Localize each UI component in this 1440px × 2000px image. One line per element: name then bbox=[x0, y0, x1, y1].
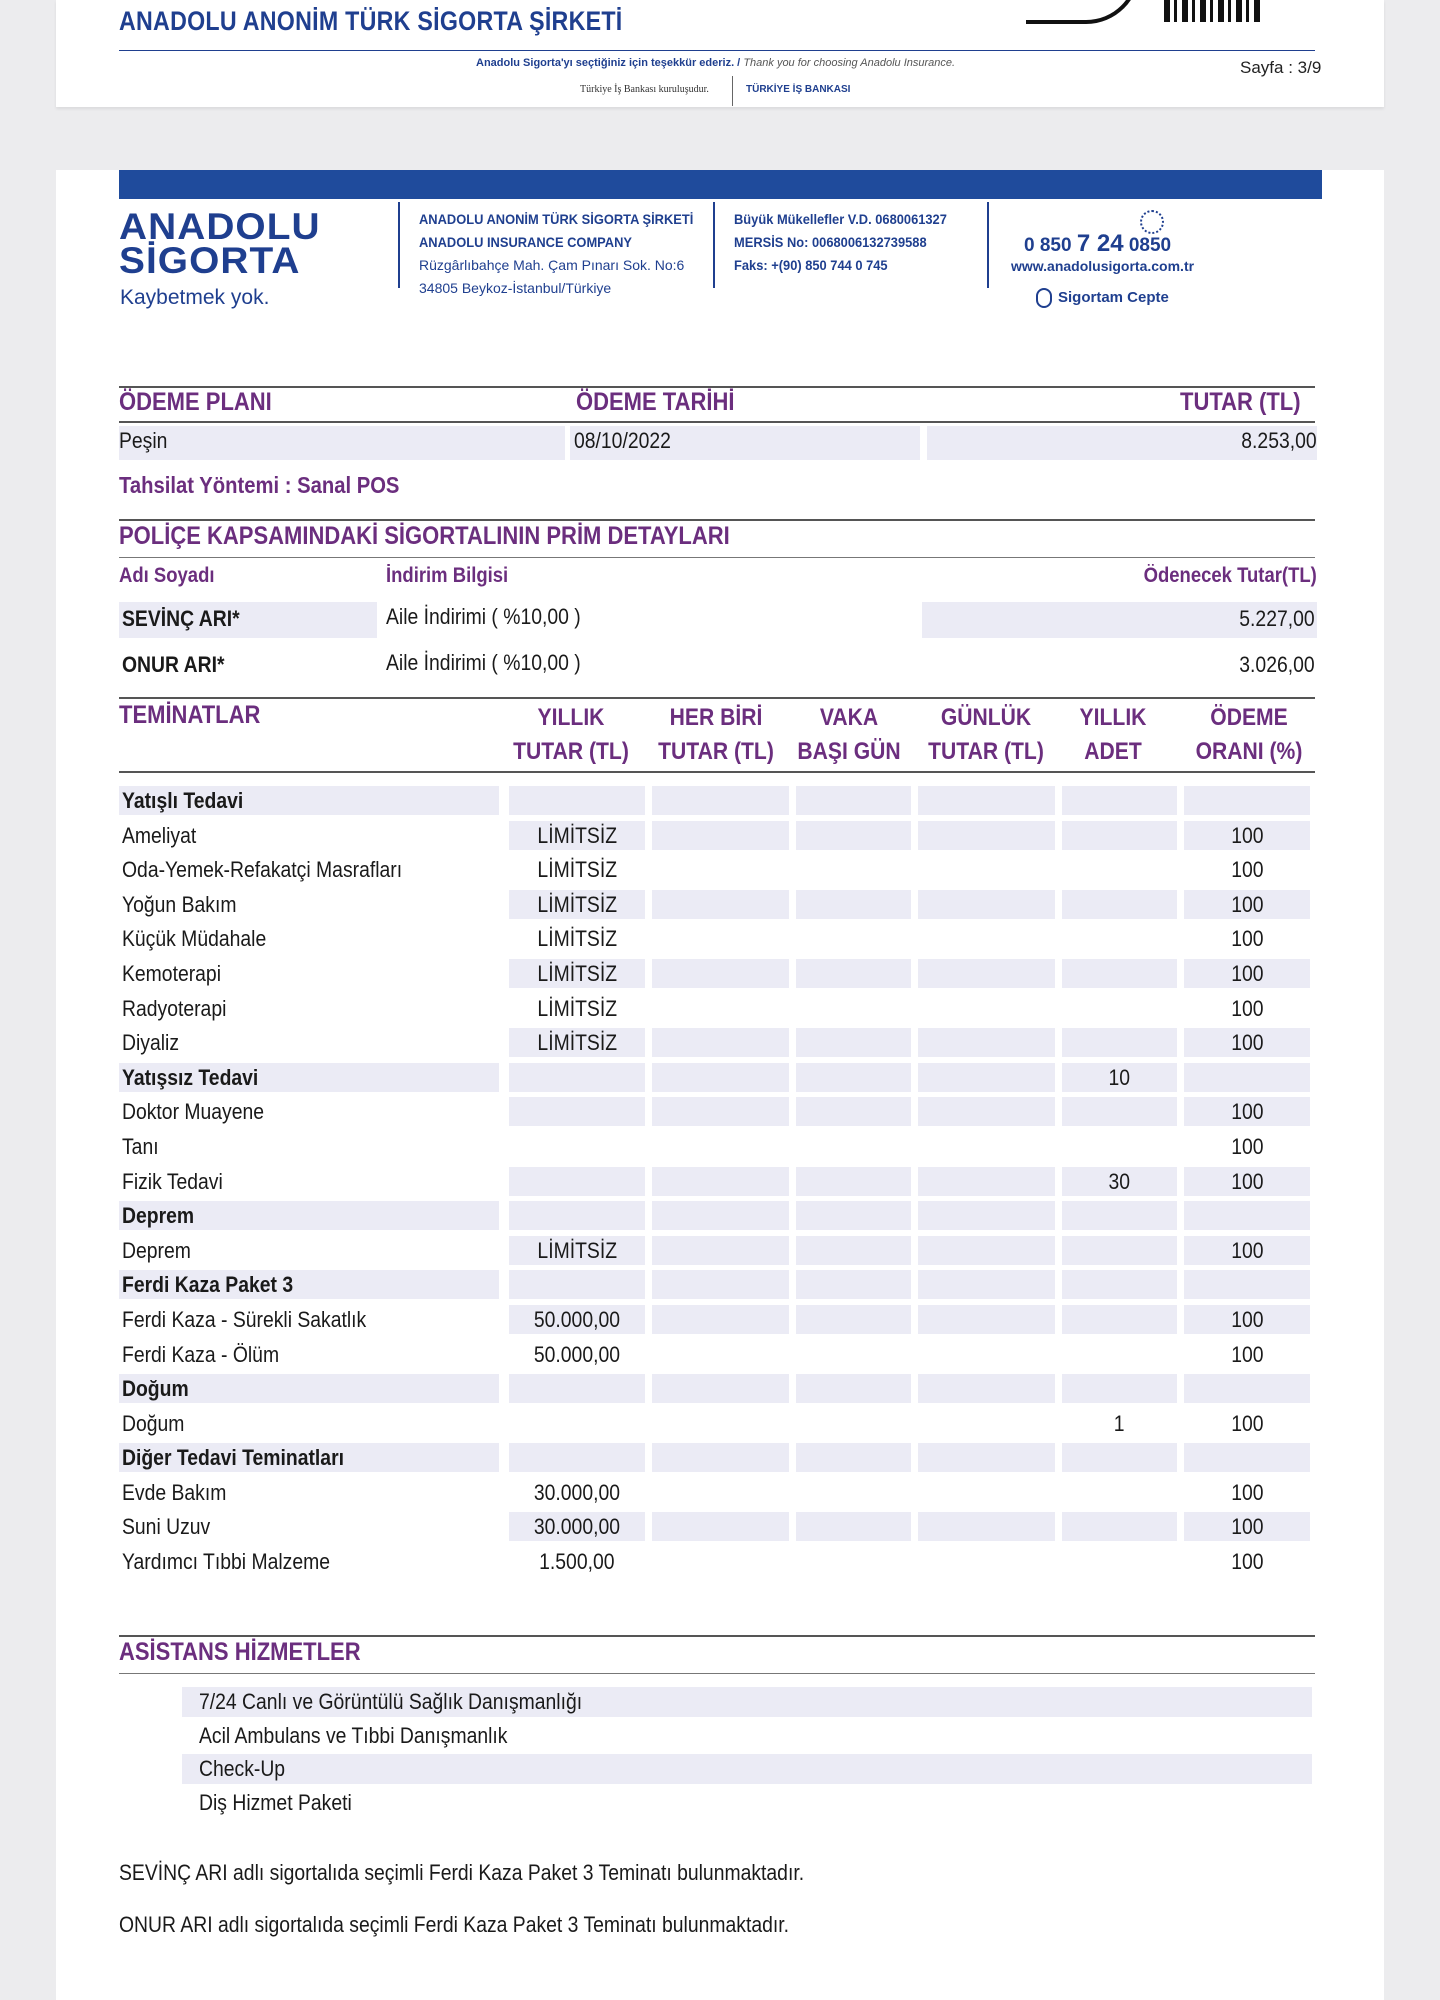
each-amount bbox=[652, 1063, 789, 1092]
daily-amount bbox=[918, 1340, 1055, 1369]
days-per-case bbox=[796, 1028, 911, 1057]
policy-page bbox=[56, 170, 1384, 2000]
divider bbox=[119, 1673, 1315, 1674]
coverage-row bbox=[119, 1475, 1319, 1510]
phone-number[interactable]: 0 850 7 24 0850 bbox=[1024, 230, 1172, 257]
coverage-name: Doğum bbox=[122, 1410, 185, 1436]
annual-count bbox=[1062, 1270, 1177, 1299]
annual-count bbox=[1062, 1512, 1177, 1541]
coverage-row bbox=[119, 1233, 1319, 1268]
payment-rate: 100 bbox=[1184, 1167, 1310, 1196]
payment-date-header: ÖDEME TARİHİ bbox=[576, 388, 735, 416]
each-amount-header: HER BİRİ TUTAR (TL) bbox=[658, 704, 774, 765]
coverage-name: Fizik Tedavi bbox=[122, 1168, 223, 1194]
annual-amount: LİMİTSİZ bbox=[509, 1028, 645, 1057]
payable-column-header: Ödenecek Tutar(TL) bbox=[1143, 564, 1317, 587]
bank-logo: TÜRKİYE İŞ BANKASI bbox=[746, 84, 851, 95]
coverage-name: Ferdi Kaza - Ölüm bbox=[122, 1341, 280, 1367]
annual-count bbox=[1062, 1028, 1177, 1057]
payment-rate: 100 bbox=[1184, 1305, 1310, 1334]
coverage-name: Deprem bbox=[122, 1237, 191, 1263]
annual-amount: LİMİTSİZ bbox=[537, 926, 617, 952]
assistance-services-title: ASİSTANS HİZMETLER bbox=[119, 1638, 361, 1666]
annual-count bbox=[1062, 890, 1177, 919]
daily-amount bbox=[918, 1167, 1055, 1196]
coverage-row bbox=[119, 1129, 1319, 1164]
payment-rate: 100 bbox=[1184, 1236, 1310, 1265]
daily-amount bbox=[918, 1409, 1055, 1438]
days-per-case bbox=[796, 1443, 911, 1472]
daily-amount bbox=[918, 1512, 1055, 1541]
annual-amount: LİMİTSİZ bbox=[509, 821, 645, 850]
coverage-name: Ferdi Kaza Paket 3 bbox=[119, 1270, 499, 1299]
days-per-case bbox=[796, 1512, 911, 1541]
row-shade bbox=[182, 1754, 1312, 1784]
assistance-item-label: 7/24 Canlı ve Görüntülü Sağlık Danışmanlığı bbox=[199, 1689, 583, 1714]
each-amount bbox=[652, 1167, 789, 1196]
premium-details-title: POLİÇE KAPSAMINDAKİ SİGORTALININ PRİM DETAYLARI bbox=[119, 522, 730, 550]
daily-amount bbox=[918, 786, 1055, 815]
each-amount bbox=[652, 890, 789, 919]
payable-amount: 5.227,00 bbox=[1239, 606, 1315, 631]
each-amount bbox=[652, 1236, 789, 1265]
annual-amount: 1.500,00 bbox=[539, 1549, 615, 1575]
qr-code-icon bbox=[1164, 0, 1260, 22]
name-column-header: Adı Soyadı bbox=[119, 564, 215, 587]
divider bbox=[119, 557, 1315, 558]
annual-count bbox=[1062, 1097, 1177, 1126]
daily-amount bbox=[918, 1097, 1055, 1126]
daily-amount-header: GÜNLÜK TUTAR (TL) bbox=[928, 704, 1044, 765]
daily-amount bbox=[918, 855, 1055, 884]
coverage-name: Doktor Muayene bbox=[122, 1099, 265, 1125]
annual-count bbox=[1062, 1201, 1177, 1230]
payment-date-value: 08/10/2022 bbox=[574, 428, 671, 453]
payment-rate bbox=[1184, 786, 1310, 815]
each-amount bbox=[652, 1478, 789, 1507]
daily-amount bbox=[918, 1132, 1055, 1161]
assistance-item bbox=[119, 1685, 1319, 1719]
annual-count: 30 bbox=[1062, 1167, 1177, 1196]
annual-count bbox=[1062, 1443, 1177, 1472]
annual-count bbox=[1062, 1305, 1177, 1334]
coverage-name: Kemoterapi bbox=[122, 960, 222, 986]
daily-amount bbox=[918, 1028, 1055, 1057]
payment-rate: 100 bbox=[1230, 926, 1264, 952]
annual-count bbox=[1062, 786, 1177, 815]
coverage-name: Oda-Yemek-Refakatçi Masrafları bbox=[122, 857, 403, 883]
days-per-case bbox=[796, 786, 911, 815]
coverage-name: Radyoterapi bbox=[122, 995, 227, 1021]
divider bbox=[119, 771, 1315, 773]
row-shade bbox=[119, 426, 565, 460]
thanks-text: Anadolu Sigorta'yı seçtiğiniz için teşekkür ederiz. / Thank you for choosing Anadolu Insurance. bbox=[476, 57, 956, 69]
annual-amount bbox=[509, 1167, 645, 1196]
annual-amount bbox=[509, 1063, 645, 1092]
days-per-case bbox=[796, 994, 911, 1023]
assistance-item bbox=[119, 1786, 1319, 1820]
discount-info: Aile İndirimi ( %10,00 ) bbox=[386, 604, 581, 629]
daily-amount bbox=[918, 959, 1055, 988]
coverage-row bbox=[119, 1544, 1319, 1579]
coverage-name: Yatışsız Tedavi bbox=[119, 1063, 499, 1092]
annual-count bbox=[1062, 1132, 1177, 1161]
coverage-group-row bbox=[119, 783, 1319, 818]
each-amount bbox=[652, 1201, 789, 1230]
coverage-name: Doğum bbox=[119, 1374, 499, 1403]
annual-amount: LİMİTSİZ bbox=[537, 995, 617, 1021]
annual-amount bbox=[509, 1097, 645, 1126]
discount-column-header: İndirim Bilgisi bbox=[386, 564, 509, 587]
divider bbox=[987, 202, 989, 288]
divider bbox=[119, 519, 1315, 521]
annual-count bbox=[1062, 959, 1177, 988]
days-per-case bbox=[796, 1409, 911, 1438]
daily-amount bbox=[918, 1063, 1055, 1092]
days-per-case bbox=[796, 1305, 911, 1334]
coverage-group-row bbox=[119, 1198, 1319, 1233]
coverage-row bbox=[119, 818, 1319, 853]
annual-count bbox=[1062, 994, 1177, 1023]
annual-amount: 30.000,00 bbox=[533, 1479, 621, 1505]
coverage-table bbox=[119, 783, 1319, 1579]
brand-slogan: Kaybetmek yok. bbox=[120, 286, 270, 309]
payment-amount-value: 8.253,00 bbox=[1241, 428, 1317, 453]
divider bbox=[119, 1635, 1315, 1637]
days-per-case bbox=[796, 1201, 911, 1230]
logo-curve-icon bbox=[1026, 0, 1140, 24]
divider bbox=[713, 202, 715, 288]
coverage-name: Diğer Tedavi Teminatları bbox=[119, 1443, 499, 1472]
payment-amount-header: TUTAR (TL) bbox=[1180, 388, 1301, 416]
annual-amount: LİMİTSİZ bbox=[509, 959, 645, 988]
each-amount bbox=[652, 1512, 789, 1541]
coverage-group-row bbox=[119, 1371, 1319, 1406]
coverage-name: Yardımcı Tıbbi Malzeme bbox=[122, 1549, 331, 1575]
payment-rate: 100 bbox=[1230, 1549, 1264, 1575]
coverage-row bbox=[119, 1509, 1319, 1544]
coverage-row bbox=[119, 1094, 1319, 1129]
each-amount bbox=[652, 1097, 789, 1126]
tax-info: Büyük Mükellefler V.D. 0680061327 MERSİS No: 0068006132739588 Faks: +(90) 850 744 0 745 bbox=[734, 211, 947, 273]
annual-count bbox=[1062, 1236, 1177, 1265]
each-amount bbox=[652, 821, 789, 850]
daily-amount bbox=[918, 1443, 1055, 1472]
assistance-item-label: Acil Ambulans ve Tıbbi Danışmanlık bbox=[199, 1722, 508, 1748]
payment-rate: 100 bbox=[1230, 1133, 1264, 1159]
payment-rate: 100 bbox=[1230, 1410, 1264, 1436]
insured-name: ONUR ARI* bbox=[122, 652, 225, 677]
assistance-item bbox=[119, 1719, 1319, 1753]
coverage-name: Evde Bakım bbox=[122, 1479, 227, 1505]
brand-logo-line2: SİGORTA bbox=[119, 240, 301, 281]
note-text: SEVİNÇ ARI adlı sigortalıda seçimli Ferdi Kaza Paket 3 Teminatı bulunmaktadır. bbox=[119, 1860, 805, 1885]
days-per-case bbox=[796, 1236, 911, 1265]
daily-amount bbox=[918, 1374, 1055, 1403]
daily-amount bbox=[918, 890, 1055, 919]
each-amount bbox=[652, 1547, 789, 1576]
days-per-case bbox=[796, 1097, 911, 1126]
annual-amount bbox=[509, 1270, 645, 1299]
each-amount bbox=[652, 1132, 789, 1161]
annual-count bbox=[1062, 855, 1177, 884]
daily-amount bbox=[918, 1201, 1055, 1230]
annual-amount: 50.000,00 bbox=[533, 1341, 621, 1367]
days-per-case bbox=[796, 855, 911, 884]
annual-amount bbox=[509, 1409, 645, 1438]
payment-rate: 100 bbox=[1184, 890, 1310, 919]
annual-amount bbox=[509, 786, 645, 815]
annual-count bbox=[1062, 924, 1177, 953]
each-amount bbox=[652, 924, 789, 953]
coverage-row bbox=[119, 1302, 1319, 1337]
divider bbox=[732, 76, 733, 106]
each-amount bbox=[652, 1270, 789, 1299]
days-per-case-header: VAKA BAŞI GÜN bbox=[797, 704, 901, 765]
days-per-case bbox=[796, 1340, 911, 1369]
days-per-case bbox=[796, 1063, 911, 1092]
collection-method: Tahsilat Yöntemi : Sanal POS bbox=[119, 472, 400, 498]
days-per-case bbox=[796, 890, 911, 919]
each-amount bbox=[652, 1409, 789, 1438]
each-amount bbox=[652, 1028, 789, 1057]
coverage-group-row bbox=[119, 1440, 1319, 1475]
assistance-list bbox=[119, 1685, 1319, 1819]
annual-amount-header: YILLIK TUTAR (TL) bbox=[513, 704, 629, 765]
website-link[interactable]: www.anadolusigorta.com.tr bbox=[1011, 258, 1195, 274]
discount-info: Aile İndirimi ( %10,00 ) bbox=[386, 650, 581, 675]
insured-name: SEVİNÇ ARI* bbox=[122, 606, 240, 631]
payment-rate: 100 bbox=[1230, 1479, 1264, 1505]
coverage-row bbox=[119, 852, 1319, 887]
daily-amount bbox=[918, 1547, 1055, 1576]
each-amount bbox=[652, 959, 789, 988]
annual-amount: LİMİTSİZ bbox=[537, 857, 617, 883]
divider bbox=[119, 50, 1315, 51]
divider bbox=[398, 202, 400, 288]
mobile-phone-icon bbox=[1036, 288, 1052, 308]
coverage-group-row bbox=[119, 1267, 1319, 1302]
header-bar bbox=[119, 170, 1322, 199]
coverage-name: Ferdi Kaza - Sürekli Sakatlık bbox=[122, 1306, 367, 1332]
days-per-case bbox=[796, 1547, 911, 1576]
annual-amount: LİMİTSİZ bbox=[509, 890, 645, 919]
annual-amount: 30.000,00 bbox=[509, 1512, 645, 1541]
daily-amount bbox=[918, 1305, 1055, 1334]
each-amount bbox=[652, 1305, 789, 1334]
payment-rate: 100 bbox=[1184, 1512, 1310, 1541]
annual-count bbox=[1062, 1547, 1177, 1576]
note-text: ONUR ARI adlı sigortalıda seçimli Ferdi Kaza Paket 3 Teminatı bulunmaktadır. bbox=[119, 1912, 790, 1937]
payment-plan-header: ÖDEME PLANI bbox=[119, 388, 272, 416]
each-amount bbox=[652, 1340, 789, 1369]
payment-rate bbox=[1184, 1443, 1310, 1472]
days-per-case bbox=[796, 1374, 911, 1403]
coverage-row bbox=[119, 956, 1319, 991]
coverage-row bbox=[119, 1337, 1319, 1372]
payable-amount: 3.026,00 bbox=[1239, 652, 1315, 677]
coverages-header: TEMİNATLAR bbox=[119, 701, 261, 729]
annual-amount bbox=[509, 1443, 645, 1472]
payment-rate: 100 bbox=[1184, 821, 1310, 850]
each-amount bbox=[652, 1374, 789, 1403]
previous-page-company-title: ANADOLU ANONİM TÜRK SİGORTA ŞİRKETİ bbox=[119, 6, 623, 36]
payment-rate: 100 bbox=[1184, 959, 1310, 988]
coverage-row bbox=[119, 921, 1319, 956]
payment-rate-header: ÖDEME ORANI (%) bbox=[1195, 704, 1303, 765]
coverage-row bbox=[119, 1406, 1319, 1441]
days-per-case bbox=[796, 1478, 911, 1507]
days-per-case bbox=[796, 1167, 911, 1196]
annual-count bbox=[1062, 1340, 1177, 1369]
coverage-name: Diyaliz bbox=[122, 1030, 180, 1056]
payment-rate: 100 bbox=[1184, 1097, 1310, 1126]
each-amount bbox=[652, 1443, 789, 1472]
payment-rate bbox=[1184, 1374, 1310, 1403]
daily-amount bbox=[918, 994, 1055, 1023]
daily-amount bbox=[918, 924, 1055, 953]
coverage-row bbox=[119, 1164, 1319, 1199]
brand-logo-line1: ANADOLU bbox=[119, 206, 321, 247]
daily-amount bbox=[918, 821, 1055, 850]
coverage-name: Ameliyat bbox=[122, 822, 197, 848]
days-per-case bbox=[796, 1132, 911, 1161]
annual-count bbox=[1062, 1374, 1177, 1403]
coverage-row bbox=[119, 1025, 1319, 1060]
days-per-case bbox=[796, 821, 911, 850]
payment-rate: 100 bbox=[1230, 857, 1264, 883]
coverage-name: Suni Uzuv bbox=[122, 1514, 211, 1540]
coverage-group-row bbox=[119, 1060, 1319, 1095]
coverage-name: Deprem bbox=[119, 1201, 499, 1230]
assistance-item-label: Diş Hizmet Paketi bbox=[199, 1789, 352, 1815]
payment-rate: 100 bbox=[1230, 995, 1264, 1021]
annual-count: 10 bbox=[1062, 1063, 1177, 1092]
assistance-item-label: Check-Up bbox=[199, 1756, 286, 1781]
each-amount bbox=[652, 786, 789, 815]
coverage-name: Küçük Müdahale bbox=[122, 926, 267, 952]
days-per-case bbox=[796, 959, 911, 988]
daily-amount bbox=[918, 1478, 1055, 1507]
annual-count-header: YILLIK ADET bbox=[1079, 704, 1147, 765]
previous-page-card bbox=[56, 0, 1384, 107]
annual-amount bbox=[509, 1201, 645, 1230]
annual-count bbox=[1062, 821, 1177, 850]
bank-note: Türkiye İş Bankası kuruluşudur. bbox=[580, 84, 709, 95]
payment-rate: 100 bbox=[1184, 1028, 1310, 1057]
each-amount bbox=[652, 994, 789, 1023]
coverage-row bbox=[119, 887, 1319, 922]
days-per-case bbox=[796, 924, 911, 953]
daily-amount bbox=[918, 1236, 1055, 1265]
annual-amount bbox=[509, 1132, 645, 1161]
each-amount bbox=[652, 855, 789, 884]
payment-rate bbox=[1184, 1063, 1310, 1092]
payment-rate: 100 bbox=[1230, 1341, 1264, 1367]
page-number: Sayfa : 3/9 bbox=[1240, 58, 1322, 77]
coverage-row bbox=[119, 991, 1319, 1026]
company-info: ANADOLU ANONİM TÜRK SİGORTA ŞİRKETİ ANADOLU INSURANCE COMPANY Rüzgârlıbahçe Mah. Çam Pınarı Sok. No:6 34805 Beykoz-İstanbul/Türkiye bbox=[419, 211, 694, 296]
annual-amount: 50.000,00 bbox=[509, 1305, 645, 1334]
days-per-case bbox=[796, 1270, 911, 1299]
assistance-item bbox=[119, 1752, 1319, 1786]
coverage-name: Yatışlı Tedavi bbox=[119, 786, 499, 815]
coverage-name: Tanı bbox=[122, 1133, 159, 1159]
daily-amount bbox=[918, 1270, 1055, 1299]
divider bbox=[119, 697, 1315, 699]
payment-plan-value: Peşin bbox=[119, 428, 168, 453]
annual-count bbox=[1062, 1478, 1177, 1507]
divider bbox=[119, 421, 1315, 423]
coverage-name: Yoğun Bakım bbox=[122, 891, 237, 917]
app-link[interactable]: Sigortam Cepte bbox=[1036, 288, 1169, 308]
annual-amount bbox=[509, 1374, 645, 1403]
payment-rate bbox=[1184, 1201, 1310, 1230]
payment-rate bbox=[1184, 1270, 1310, 1299]
annual-count: 1 bbox=[1114, 1410, 1125, 1436]
annual-amount: LİMİTSİZ bbox=[509, 1236, 645, 1265]
